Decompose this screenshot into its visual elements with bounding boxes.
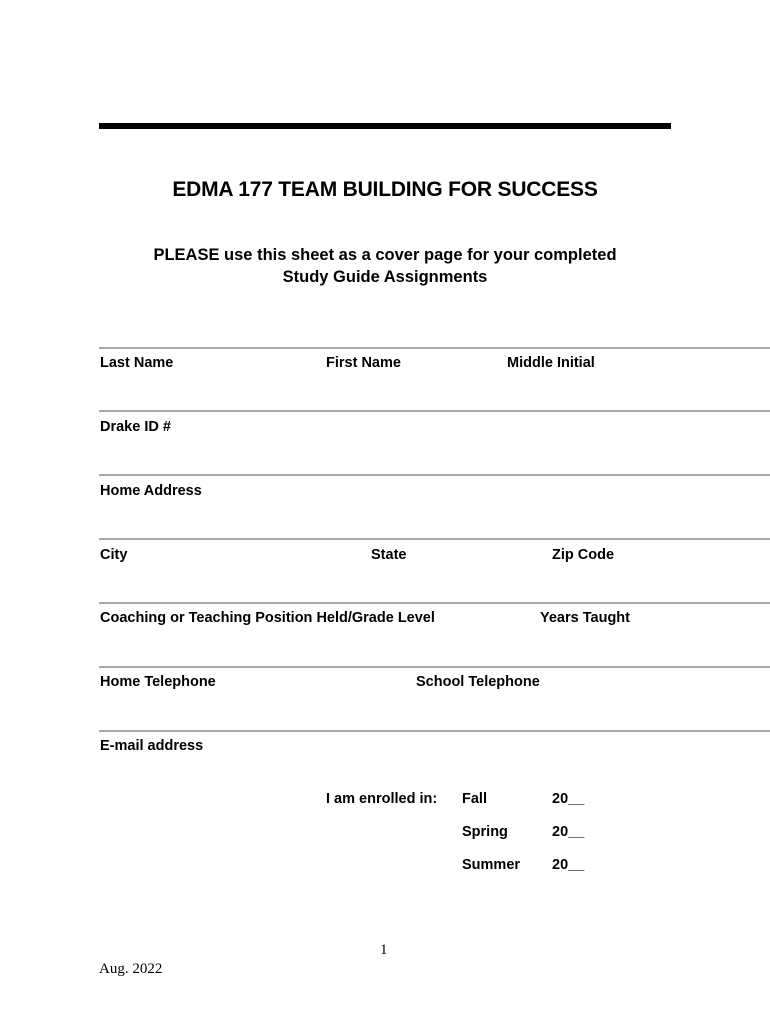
drake-id-label: Drake ID #	[100, 419, 171, 435]
page-number: 1	[380, 942, 388, 958]
email-label: E-mail address	[100, 738, 204, 754]
term-spring-year: 20__	[552, 824, 585, 840]
top-divider-bar	[99, 123, 671, 129]
field-rule	[99, 410, 770, 412]
position-label: Coaching or Teaching Position Held/Grade Level	[100, 610, 435, 626]
field-rule	[99, 538, 770, 540]
field-rule	[99, 602, 770, 604]
footer-date: Aug. 2022	[99, 961, 163, 977]
subtitle-line-1: PLEASE use this sheet as a cover page for your completed	[153, 246, 617, 264]
subtitle-line-2: Study Guide Assignments	[282, 268, 488, 286]
school-telephone-label: School Telephone	[416, 674, 540, 690]
first-name-label: First Name	[326, 355, 401, 371]
enrolled-label: I am enrolled in:	[326, 791, 438, 807]
home-telephone-label: Home Telephone	[100, 674, 216, 690]
term-fall-year: 20__	[552, 791, 585, 807]
middle-initial-label: Middle Initial	[507, 355, 595, 371]
field-rule	[99, 730, 770, 732]
years-taught-label: Years Taught	[540, 610, 630, 626]
term-spring: Spring	[462, 824, 508, 840]
field-rule	[99, 347, 770, 349]
state-label: State	[371, 547, 407, 563]
city-label: City	[100, 547, 128, 563]
field-rule	[99, 666, 770, 668]
zip-code-label: Zip Code	[552, 547, 615, 563]
field-rule	[99, 474, 770, 476]
term-fall: Fall	[462, 791, 487, 807]
last-name-label: Last Name	[100, 355, 174, 371]
term-summer-year: 20__	[552, 857, 585, 873]
page-title: EDMA 177 TEAM BUILDING FOR SUCCESS	[172, 178, 598, 201]
home-address-label: Home Address	[100, 483, 202, 499]
term-summer: Summer	[462, 857, 521, 873]
